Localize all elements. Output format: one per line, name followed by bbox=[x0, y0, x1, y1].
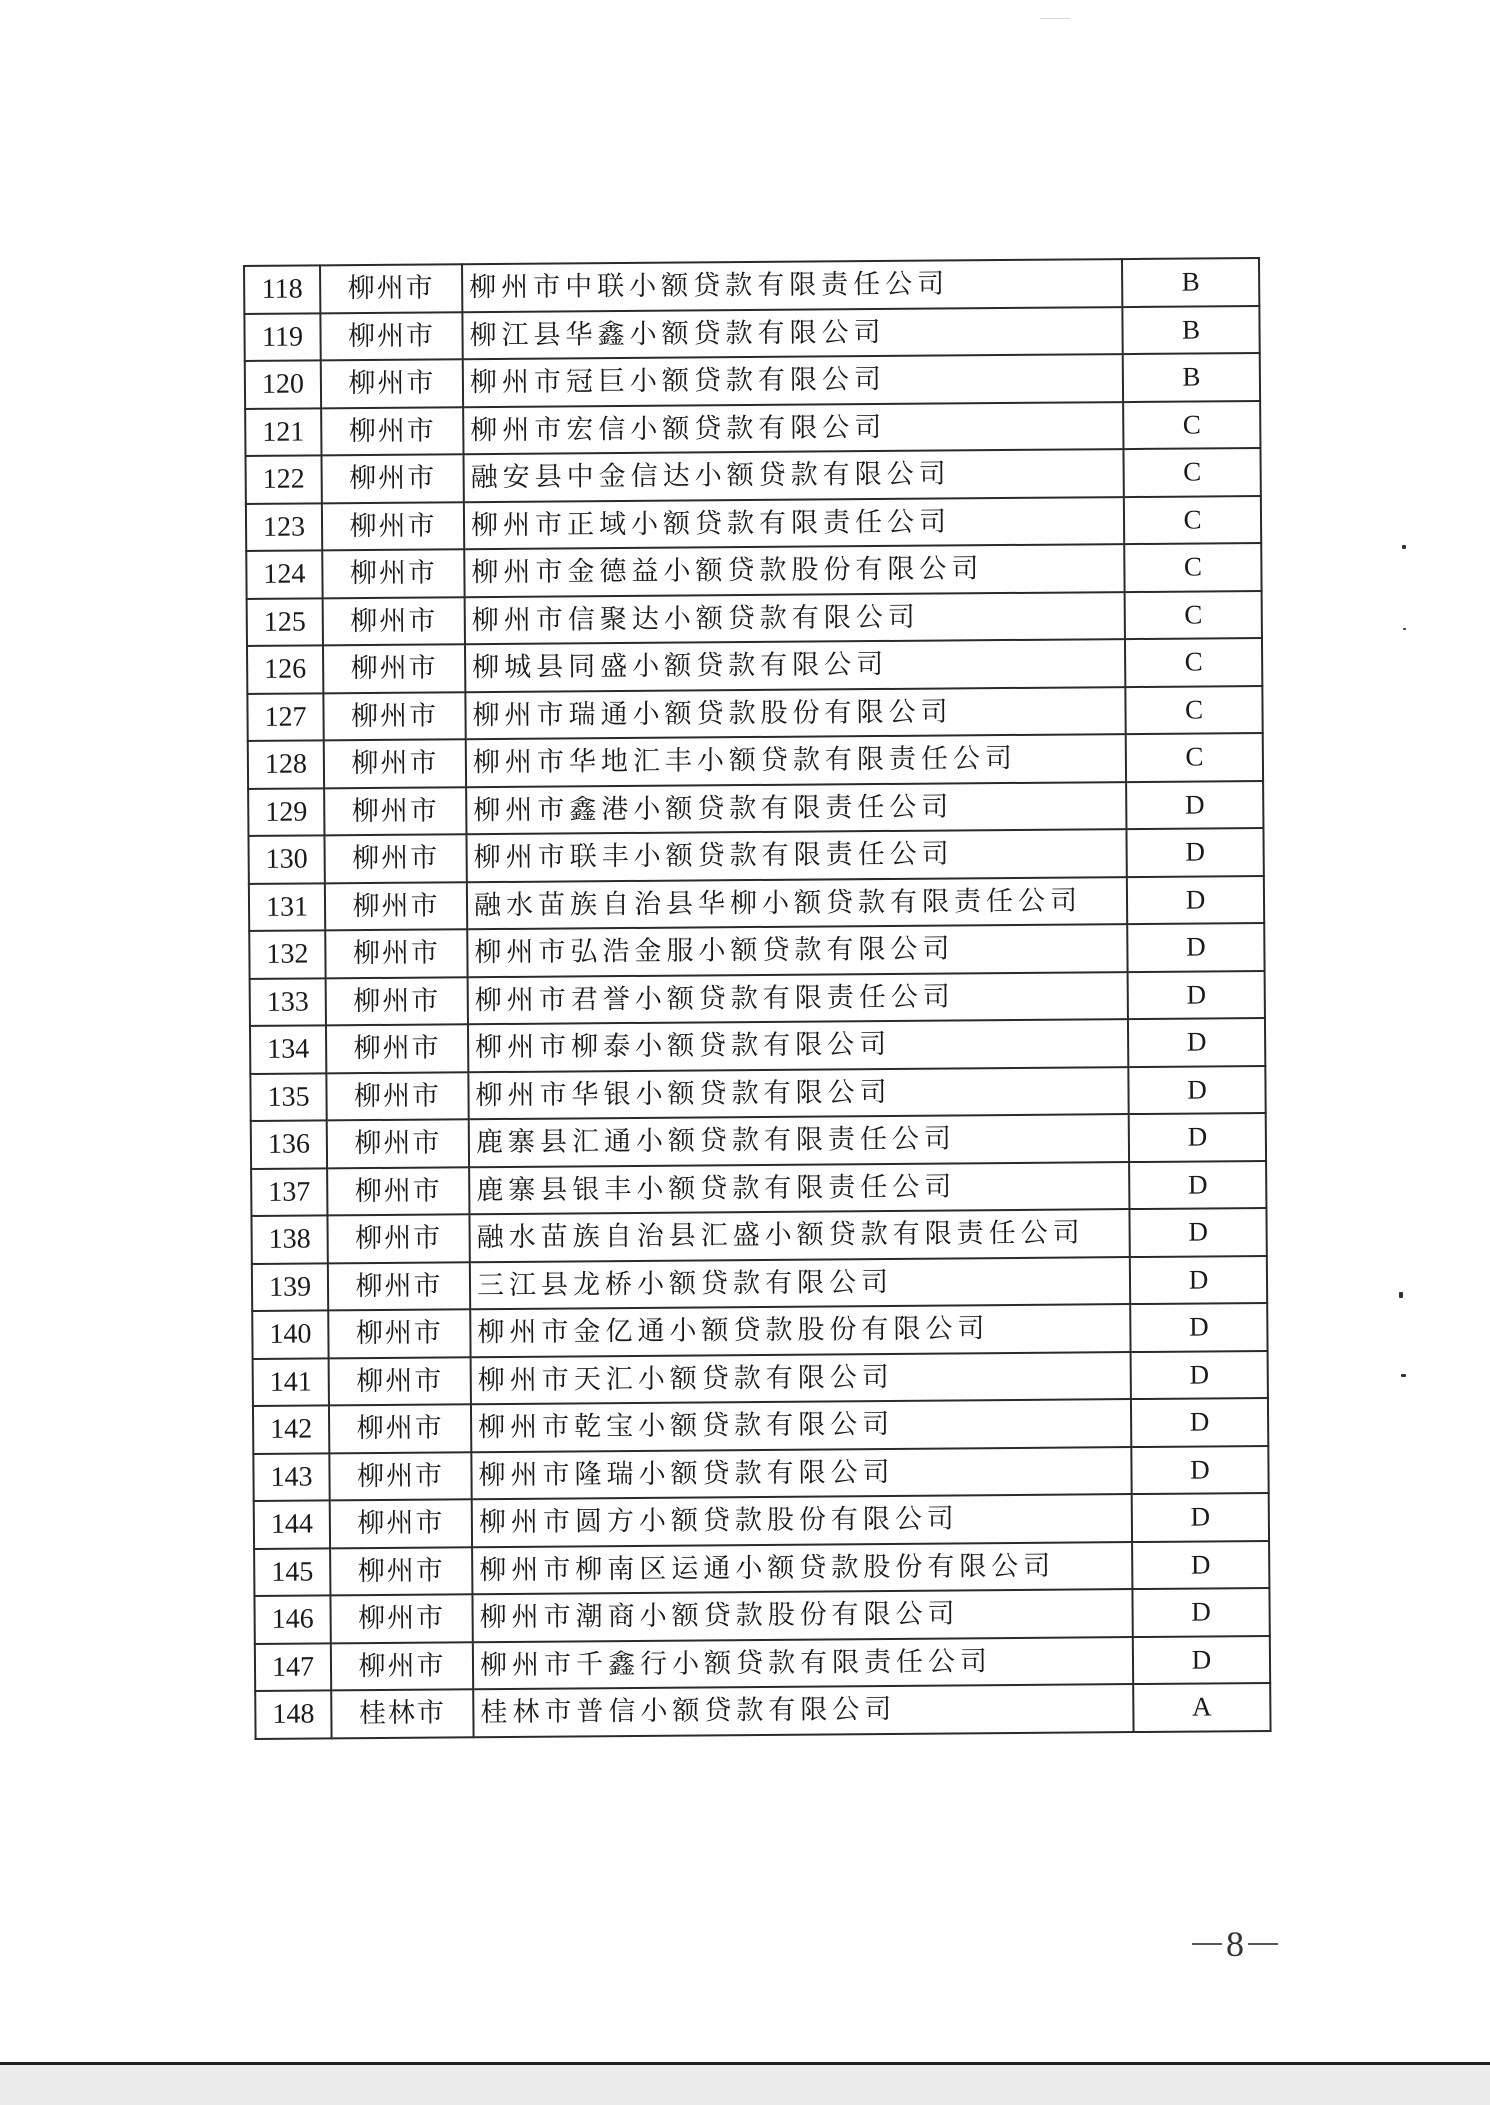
grade-cell: C bbox=[1125, 591, 1262, 640]
table-row bbox=[247, 591, 1262, 646]
city-cell: 柳州市 bbox=[326, 1072, 468, 1121]
row-number-cell: 140 bbox=[252, 1310, 328, 1358]
grade-cell: D bbox=[1131, 1445, 1268, 1494]
row-number-cell: 134 bbox=[250, 1025, 326, 1073]
city-cell: 柳州市 bbox=[325, 929, 467, 978]
company-name-cell: 柳城县同盛小额贷款有限公司 bbox=[465, 639, 1125, 692]
city-cell: 柳州市 bbox=[323, 644, 465, 693]
city-cell: 柳州市 bbox=[331, 1642, 473, 1691]
company-name-cell: 柳州市弘浩金服小额贷款有限公司 bbox=[467, 924, 1127, 977]
row-number-cell: 120 bbox=[245, 360, 321, 408]
grade-cell: D bbox=[1130, 1303, 1267, 1352]
company-name-cell: 鹿寨县银丰小额贷款有限责任公司 bbox=[469, 1162, 1129, 1215]
page-number-dash-right bbox=[1248, 1943, 1278, 1945]
grade-cell: B bbox=[1122, 306, 1259, 355]
table-row bbox=[251, 1160, 1266, 1215]
city-cell: 柳州市 bbox=[322, 549, 464, 598]
table-row bbox=[252, 1303, 1267, 1358]
row-number-cell: 127 bbox=[247, 693, 323, 741]
table-row bbox=[250, 1018, 1265, 1073]
company-name-cell: 柳州市千鑫行小额贷款有限责任公司 bbox=[473, 1637, 1133, 1690]
grade-cell: D bbox=[1131, 1398, 1268, 1447]
grade-cell: D bbox=[1131, 1350, 1268, 1399]
company-name-cell: 柳江县华鑫小额贷款有限公司 bbox=[462, 307, 1122, 360]
city-cell: 柳州市 bbox=[320, 264, 462, 313]
company-name-cell: 柳州市柳南区运通小额贷款股份有限公司 bbox=[472, 1542, 1132, 1595]
scan-speck bbox=[1403, 628, 1406, 630]
city-cell: 柳州市 bbox=[324, 834, 466, 883]
company-name-cell: 融安县中金信达小额贷款有限公司 bbox=[463, 449, 1123, 502]
company-name-cell: 柳州市宏信小额贷款有限公司 bbox=[463, 402, 1123, 455]
city-cell: 柳州市 bbox=[328, 1309, 470, 1358]
table-row bbox=[245, 401, 1260, 456]
grade-cell: D bbox=[1127, 876, 1264, 925]
table-row bbox=[244, 258, 1259, 313]
row-number-cell: 128 bbox=[248, 740, 324, 788]
table-row bbox=[248, 733, 1263, 788]
city-cell: 柳州市 bbox=[323, 692, 465, 741]
company-name-cell: 柳州市潮商小额贷款股份有限公司 bbox=[472, 1589, 1132, 1642]
city-cell: 柳州市 bbox=[322, 502, 464, 551]
row-number-cell: 131 bbox=[249, 883, 325, 931]
table-row bbox=[254, 1540, 1269, 1595]
company-name-cell: 三江县龙桥小额贷款有限公司 bbox=[470, 1257, 1130, 1310]
table-row bbox=[252, 1255, 1267, 1310]
city-cell: 柳州市 bbox=[324, 739, 466, 788]
grade-cell: D bbox=[1129, 1160, 1266, 1209]
row-number-cell: 138 bbox=[251, 1215, 327, 1263]
company-name-cell: 柳州市圆方小额贷款股份有限公司 bbox=[472, 1494, 1132, 1547]
city-cell: 柳州市 bbox=[327, 1119, 469, 1168]
grade-cell: D bbox=[1128, 970, 1265, 1019]
table-row bbox=[248, 828, 1263, 883]
grade-cell: B bbox=[1122, 258, 1259, 307]
table-row bbox=[250, 1065, 1265, 1120]
company-name-cell: 融水苗族自治县汇盛小额贷款有限责任公司 bbox=[469, 1209, 1129, 1262]
scan-bottom-edge bbox=[0, 2062, 1490, 2105]
company-name-cell: 柳州市鑫港小额贷款有限责任公司 bbox=[466, 782, 1126, 835]
row-number-cell: 145 bbox=[254, 1548, 330, 1596]
city-cell: 柳州市 bbox=[330, 1499, 472, 1548]
row-number-cell: 143 bbox=[253, 1453, 329, 1501]
table-row bbox=[246, 448, 1261, 503]
company-name-cell: 柳州市华地汇丰小额贷款有限责任公司 bbox=[466, 734, 1126, 787]
row-number-cell: 147 bbox=[255, 1643, 331, 1691]
city-cell: 柳州市 bbox=[321, 454, 463, 503]
row-number-cell: 135 bbox=[250, 1073, 326, 1121]
grade-cell: C bbox=[1123, 401, 1260, 450]
company-name-cell: 柳州市君誉小额贷款有限责任公司 bbox=[468, 972, 1128, 1025]
table-row bbox=[246, 543, 1261, 598]
company-name-cell: 柳州市中联小额贷款有限责任公司 bbox=[462, 259, 1122, 312]
grade-cell: B bbox=[1123, 353, 1260, 402]
grade-cell: D bbox=[1127, 923, 1264, 972]
city-cell: 柳州市 bbox=[321, 359, 463, 408]
row-number-cell: 146 bbox=[254, 1595, 330, 1643]
table-row bbox=[248, 781, 1263, 836]
row-number-cell: 129 bbox=[248, 788, 324, 836]
city-cell: 柳州市 bbox=[329, 1452, 471, 1501]
page-number bbox=[1188, 1923, 1282, 1965]
table-row bbox=[253, 1445, 1268, 1500]
row-number-cell: 136 bbox=[251, 1120, 327, 1168]
table-row bbox=[253, 1398, 1268, 1453]
city-cell: 柳州市 bbox=[326, 977, 468, 1026]
ratings-table-container bbox=[243, 257, 1272, 1739]
scan-mark bbox=[1040, 18, 1070, 19]
grade-cell: C bbox=[1124, 543, 1261, 592]
city-cell: 柳州市 bbox=[326, 1024, 468, 1073]
city-cell: 柳州市 bbox=[323, 597, 465, 646]
grade-cell: C bbox=[1125, 686, 1262, 735]
city-cell: 柳州市 bbox=[324, 787, 466, 836]
ratings-table bbox=[243, 257, 1272, 1739]
grade-cell: D bbox=[1132, 1540, 1269, 1589]
scan-bottom-line bbox=[0, 2062, 1490, 2065]
table-row bbox=[251, 1208, 1266, 1263]
row-number-cell: 121 bbox=[245, 408, 321, 456]
city-cell: 柳州市 bbox=[328, 1262, 470, 1311]
company-name-cell: 柳州市乾宝小额贷款有限公司 bbox=[471, 1399, 1131, 1452]
grade-cell: D bbox=[1126, 828, 1263, 877]
company-name-cell: 柳州市华银小额贷款有限公司 bbox=[468, 1067, 1128, 1120]
grade-cell: D bbox=[1129, 1113, 1266, 1162]
table-row bbox=[250, 970, 1265, 1025]
city-cell: 柳州市 bbox=[330, 1547, 472, 1596]
company-name-cell: 柳州市信聚达小额贷款有限公司 bbox=[465, 592, 1125, 645]
page-number-text: 8 bbox=[1226, 1924, 1244, 1964]
table-row bbox=[244, 306, 1259, 361]
ratings-table-body bbox=[244, 258, 1271, 1738]
city-cell: 柳州市 bbox=[329, 1357, 471, 1406]
table-row bbox=[255, 1635, 1270, 1690]
table-row bbox=[253, 1350, 1268, 1405]
grade-cell: D bbox=[1129, 1208, 1266, 1257]
row-number-cell: 141 bbox=[253, 1358, 329, 1406]
row-number-cell: 119 bbox=[244, 313, 320, 361]
city-cell: 柳州市 bbox=[325, 882, 467, 931]
table-row bbox=[246, 496, 1261, 551]
grade-cell: D bbox=[1130, 1255, 1267, 1304]
city-cell: 柳州市 bbox=[320, 312, 462, 361]
page-number-dash-left bbox=[1192, 1943, 1222, 1945]
table-row bbox=[245, 353, 1260, 408]
company-name-cell: 柳州市柳泰小额贷款有限公司 bbox=[468, 1019, 1128, 1072]
row-number-cell: 139 bbox=[252, 1263, 328, 1311]
city-cell: 柳州市 bbox=[330, 1594, 472, 1643]
city-cell: 桂林市 bbox=[331, 1689, 473, 1738]
company-name-cell: 鹿寨县汇通小额贷款有限责任公司 bbox=[469, 1114, 1129, 1167]
scan-speck bbox=[1401, 1374, 1406, 1377]
row-number-cell: 148 bbox=[255, 1690, 331, 1738]
grade-cell: D bbox=[1133, 1635, 1270, 1684]
row-number-cell: 123 bbox=[246, 503, 322, 551]
table-row bbox=[247, 638, 1262, 693]
table-row bbox=[254, 1588, 1269, 1643]
grade-cell: A bbox=[1133, 1683, 1270, 1732]
company-name-cell: 柳州市隆瑞小额贷款有限公司 bbox=[471, 1447, 1131, 1500]
grade-cell: C bbox=[1126, 733, 1263, 782]
grade-cell: C bbox=[1123, 448, 1260, 497]
company-name-cell: 柳州市金德益小额贷款股份有限公司 bbox=[464, 544, 1124, 597]
company-name-cell: 柳州市联丰小额贷款有限责任公司 bbox=[466, 829, 1126, 882]
grade-cell: D bbox=[1132, 1493, 1269, 1542]
row-number-cell: 125 bbox=[247, 598, 323, 646]
row-number-cell: 144 bbox=[254, 1500, 330, 1548]
city-cell: 柳州市 bbox=[321, 407, 463, 456]
grade-cell: D bbox=[1128, 1065, 1265, 1114]
company-name-cell: 柳州市正域小额贷款有限责任公司 bbox=[464, 497, 1124, 550]
table-row bbox=[255, 1683, 1270, 1738]
company-name-cell: 柳州市瑞通小额贷款股份有限公司 bbox=[465, 687, 1125, 740]
row-number-cell: 137 bbox=[251, 1168, 327, 1216]
row-number-cell: 124 bbox=[246, 550, 322, 598]
company-name-cell: 柳州市天汇小额贷款有限公司 bbox=[471, 1352, 1131, 1405]
grade-cell: D bbox=[1132, 1588, 1269, 1637]
city-cell: 柳州市 bbox=[329, 1404, 471, 1453]
row-number-cell: 142 bbox=[253, 1405, 329, 1453]
table-row bbox=[254, 1493, 1269, 1548]
scan-speck bbox=[1399, 1292, 1403, 1298]
grade-cell: C bbox=[1124, 496, 1261, 545]
row-number-cell: 122 bbox=[246, 455, 322, 503]
company-name-cell: 融水苗族自治县华柳小额贷款有限责任公司 bbox=[467, 877, 1127, 930]
row-number-cell: 132 bbox=[249, 930, 325, 978]
city-cell: 柳州市 bbox=[327, 1167, 469, 1216]
company-name-cell: 桂林市普信小额贷款有限公司 bbox=[473, 1684, 1133, 1737]
row-number-cell: 118 bbox=[244, 265, 320, 313]
table-row bbox=[249, 876, 1264, 931]
row-number-cell: 133 bbox=[250, 978, 326, 1026]
grade-cell: D bbox=[1126, 781, 1263, 830]
city-cell: 柳州市 bbox=[327, 1214, 469, 1263]
grade-cell: C bbox=[1125, 638, 1262, 687]
grade-cell: D bbox=[1128, 1018, 1265, 1067]
table-row bbox=[251, 1113, 1266, 1168]
company-name-cell: 柳州市金亿通小额贷款股份有限公司 bbox=[470, 1304, 1130, 1357]
row-number-cell: 130 bbox=[248, 835, 324, 883]
row-number-cell: 126 bbox=[247, 645, 323, 693]
scan-speck bbox=[1402, 545, 1406, 549]
table-row bbox=[249, 923, 1264, 978]
table-row bbox=[247, 686, 1262, 741]
company-name-cell: 柳州市冠巨小额贷款有限公司 bbox=[463, 354, 1123, 407]
